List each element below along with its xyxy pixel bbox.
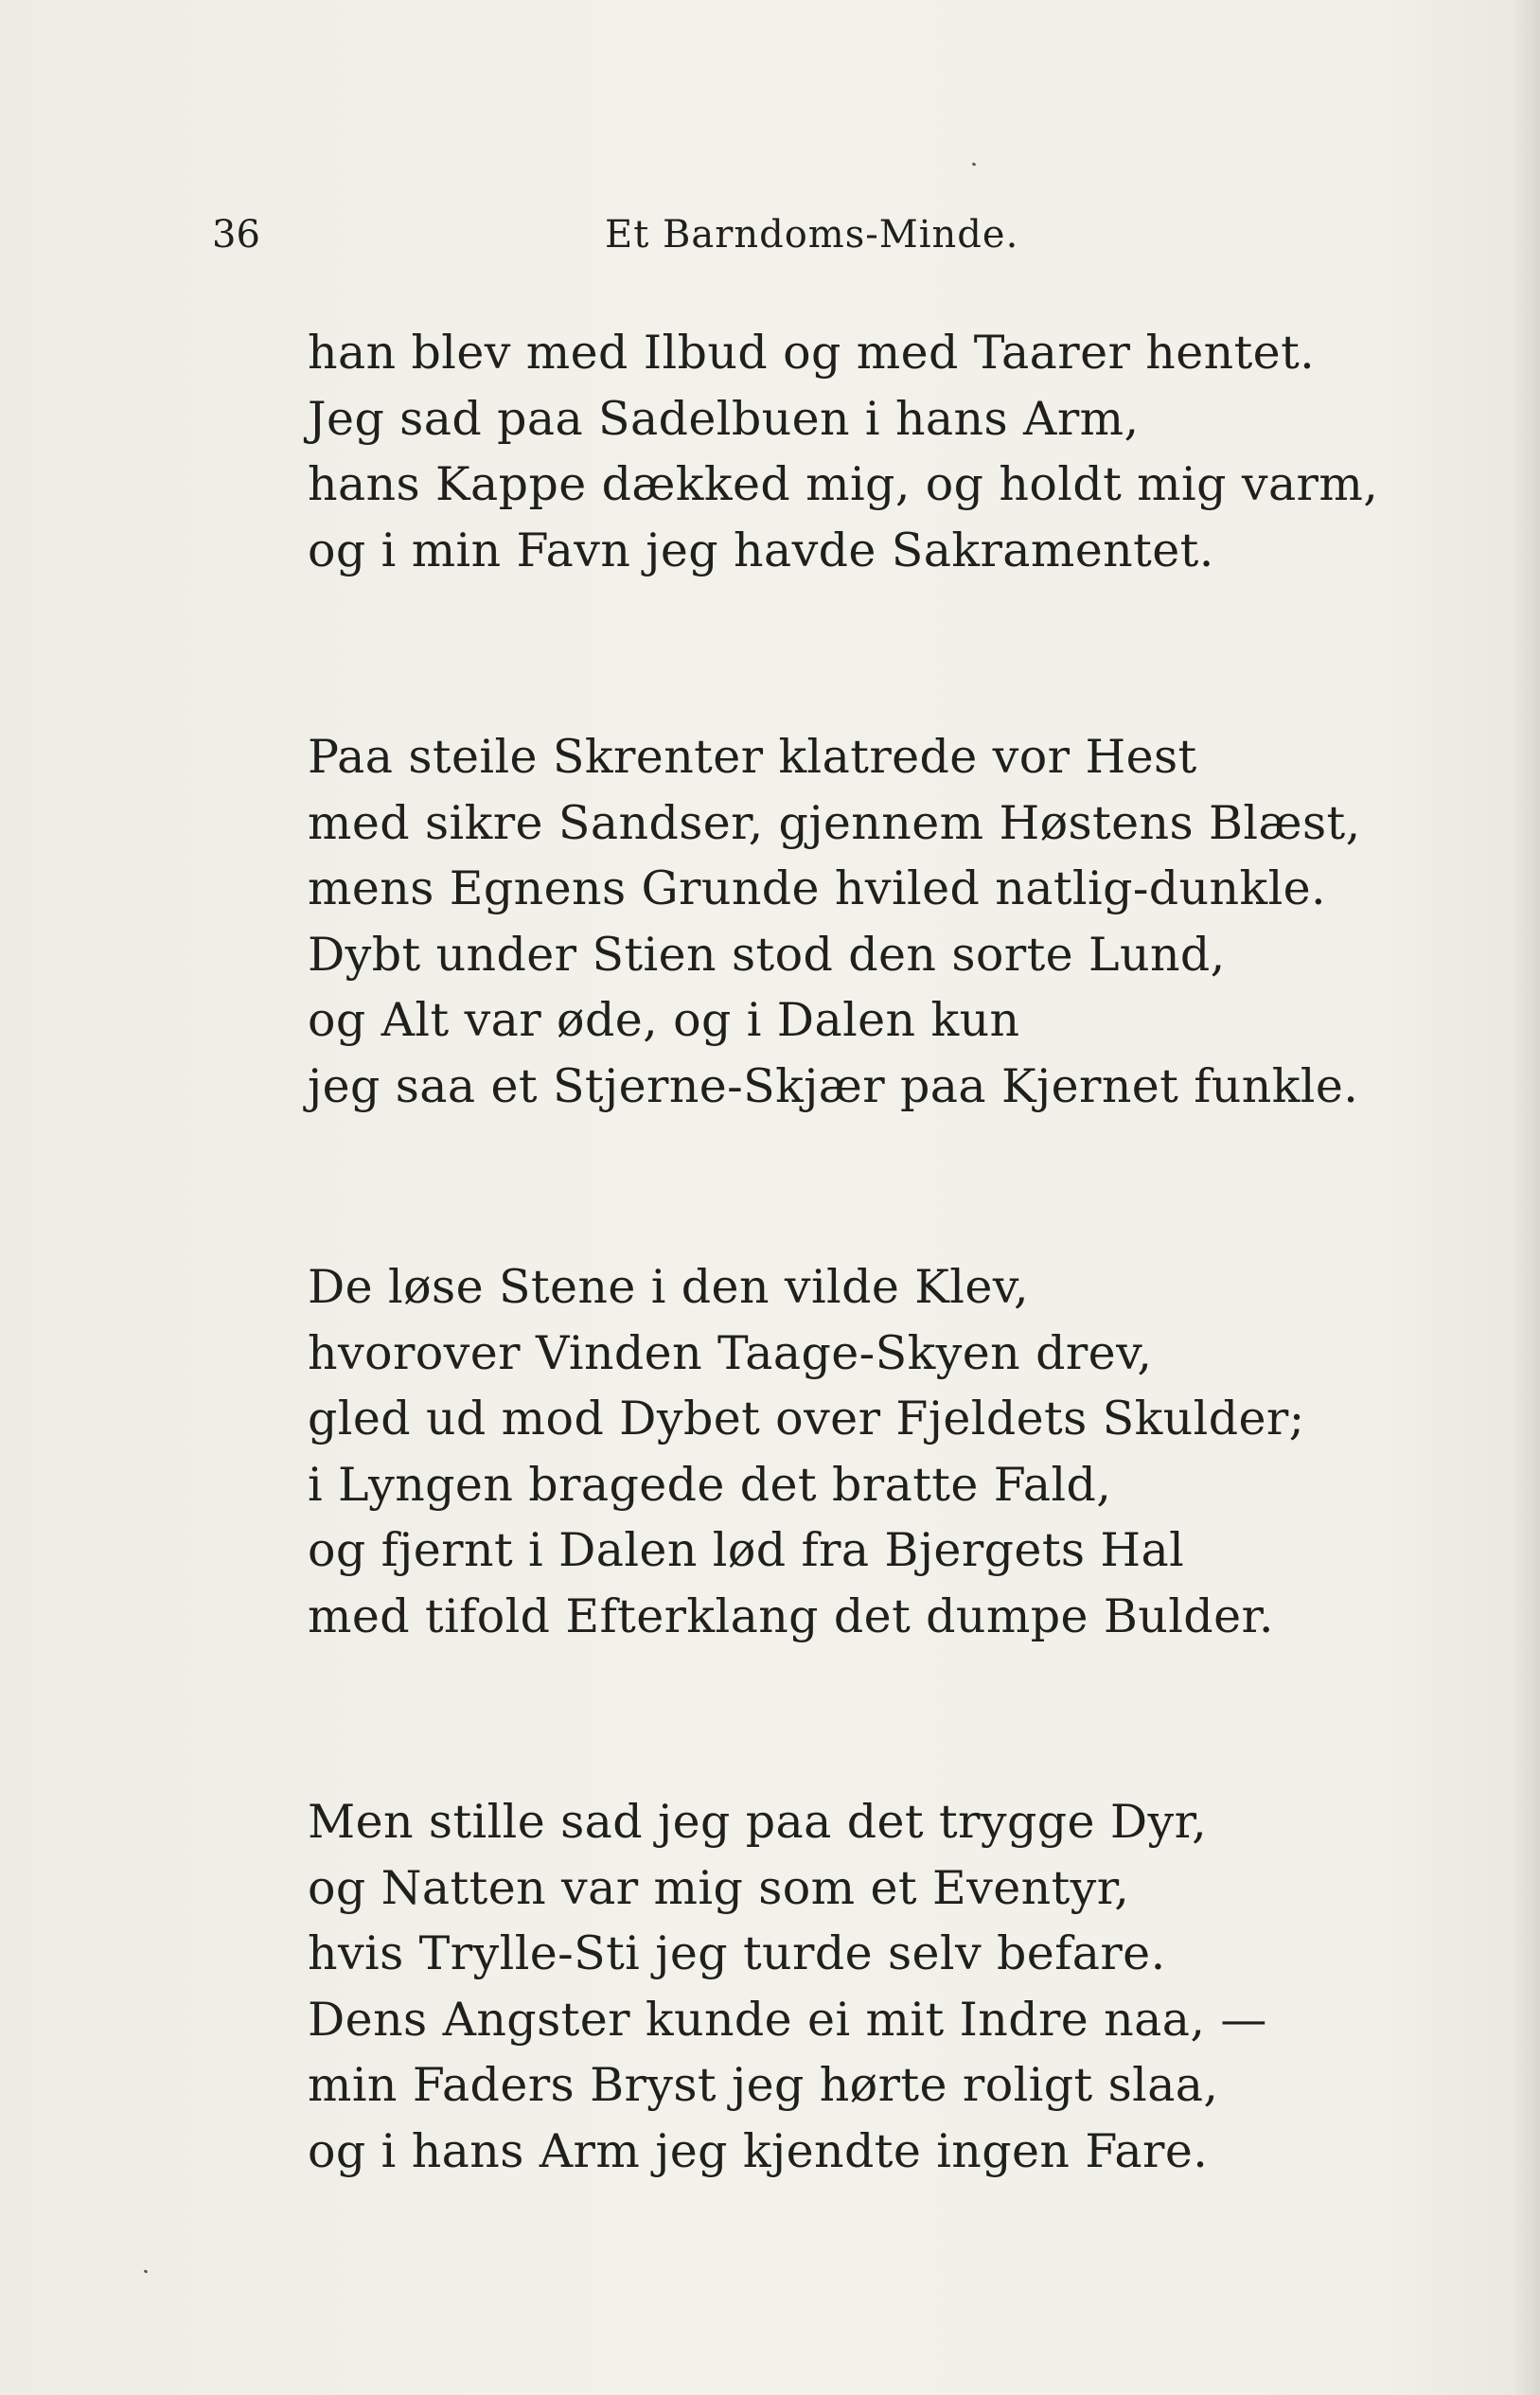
page-number: 36: [212, 213, 260, 257]
verse-line: med sikre Sandser, gjennem Høstens Blæst,: [308, 795, 1361, 850]
stanza-2: [308, 724, 1361, 1119]
running-title: Et Barndoms-Minde.: [605, 213, 1019, 257]
verse-line: Dybt under Stien stod den sorte Lund,: [308, 927, 1226, 982]
verse-line: og i min Favn jeg havde Sakramentet.: [308, 523, 1214, 577]
verse-line: Men stille sad jeg paa det trygge Dyr,: [308, 1795, 1208, 1849]
verse-line: jeg saa et Stjerne-Skjær paa Kjernet funkle.: [308, 1058, 1359, 1113]
stanza-4: [308, 1789, 1349, 2184]
stanza-1: [308, 320, 1379, 583]
verse-line: med tifold Efterklang det dumpe Bulder.: [308, 1588, 1274, 1643]
stanza-3: [308, 1254, 1349, 1649]
verse-line: gled ud mod Dybet over Fjeldets Skulder;: [308, 1392, 1305, 1446]
verse-line: og fjernt i Dalen lød fra Bjergets Hal: [308, 1523, 1185, 1577]
verse-line: hans Kappe dækked mig, og holdt mig varm,: [308, 457, 1379, 511]
verse-line: og Alt var øde, og i Dalen kun: [308, 993, 1020, 1047]
verse-line: i Lyngen bragede det bratte Fald,: [308, 1457, 1112, 1512]
verse-line: hvis Trylle-Sti jeg turde selv befare.: [308, 1926, 1166, 1980]
verse-line: og Natten var mig som et Eventyr,: [308, 1860, 1130, 1915]
page-header: [212, 206, 1253, 263]
paper-speck: [972, 162, 977, 167]
verse-line: hvorover Vinden Taage-Skyen drev,: [308, 1325, 1153, 1380]
verse-line: Jeg sad paa Sadelbuen i hans Arm,: [308, 391, 1140, 446]
verse-line: Dens Angster kunde ei mit Indre naa, —: [308, 1992, 1267, 2047]
paper-speck: [144, 2269, 149, 2274]
verse-line: Paa steile Skrenter klatrede vor Hest: [308, 730, 1197, 784]
verse-line: han blev med Ilbud og med Taarer hentet.: [308, 326, 1316, 380]
page-edge-shadow: [1513, 0, 1540, 2395]
verse-line: min Faders Bryst jeg hørte roligt slaa,: [308, 2058, 1219, 2112]
verse-line: De løse Stene i den vilde Klev,: [308, 1260, 1029, 1314]
verse-line: og i hans Arm jeg kjendte ingen Fare.: [308, 2123, 1209, 2178]
verse-line: mens Egnens Grunde hviled natlig-dunkle.: [308, 861, 1327, 915]
